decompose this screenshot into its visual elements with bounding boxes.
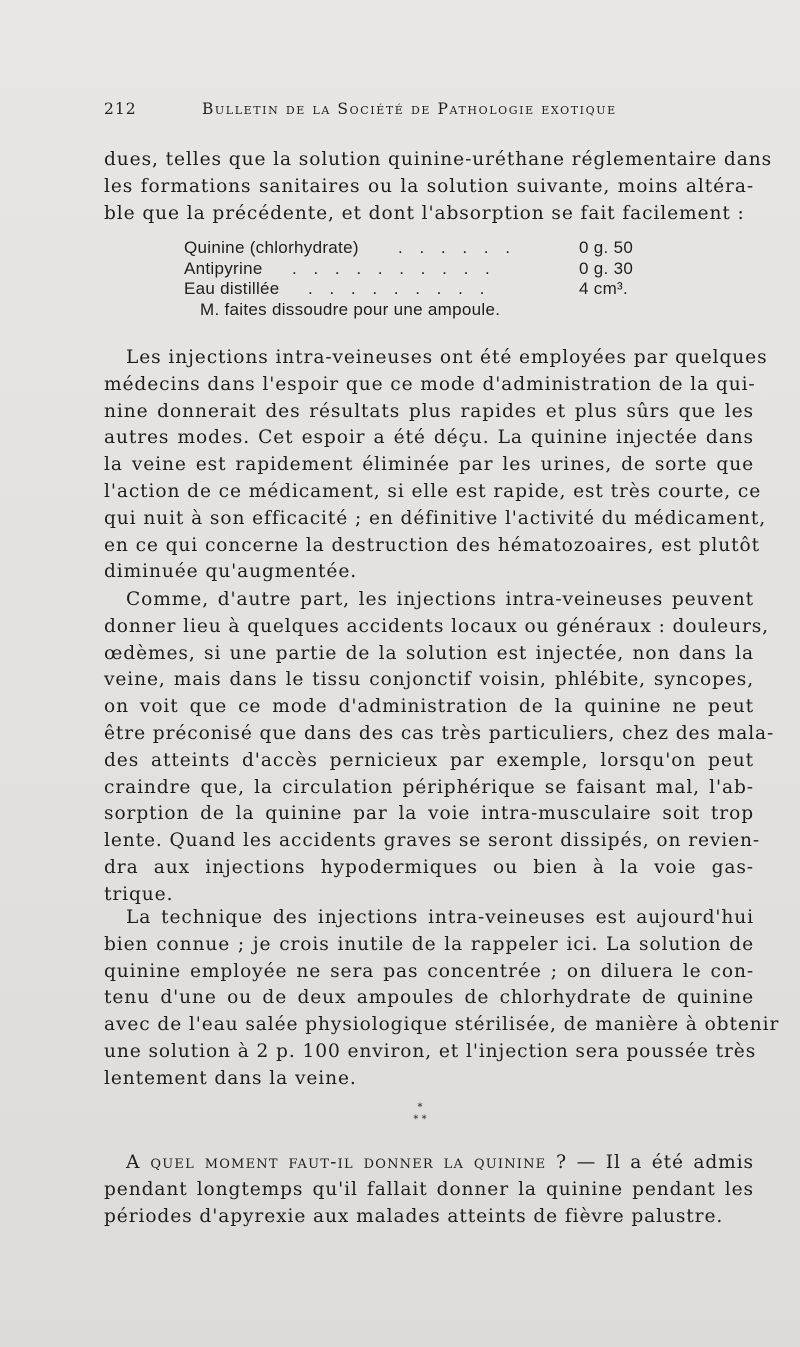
ingredient-name: Quinine (chlorhydrate) [184, 238, 359, 257]
text-line: on voit que ce mode d'administration de la quinine ne peut [104, 696, 754, 718]
ingredient-name: Eau distillée [184, 279, 280, 298]
text-line: pendant longtemps qu'il fallait donner la quinine pendant les [104, 1178, 754, 1200]
ingredient-quantity: 4 cm³. [579, 279, 629, 298]
formula-row [184, 279, 654, 300]
text-line: médecins dans l'espoir que ce mode d'administration de la qui- [104, 373, 756, 395]
text-line: la veine est rapidement éliminée par les urines, de sorte que [104, 454, 754, 476]
formula-note-row [184, 300, 654, 321]
text-line: ble que la précédente, et dont l'absorption se fait facilement : [104, 202, 745, 224]
text-line: des atteints d'accès pernicieux par exemple, lorsqu'on peut [104, 749, 754, 771]
text-line: qui nuit à son efficacité ; en définitive l'activité du médicament, [104, 507, 767, 529]
leader-dots: . . . . . . . . . [308, 279, 491, 298]
text-line: sorption de la quinine par la voie intra-musculaire soit trop [104, 803, 754, 825]
section-heading: A quel moment faut-il donner la quinine ? [126, 1152, 568, 1173]
leader-dots: . . . . . . [398, 238, 516, 257]
leader-dots: . . . . . . . . . . [292, 258, 496, 278]
heading-continuation: — Il a été admis [567, 1152, 754, 1173]
paragraph-2 [104, 345, 768, 586]
text-line: périodes d'apyrexie aux malades atteints de fièvre palustre. [104, 1205, 724, 1227]
paragraph-5 [104, 1150, 754, 1230]
text-line: tenu d'une ou de deux ampoules de chlorhydrate de quinine [104, 987, 754, 1009]
text-line: trique. [104, 883, 174, 905]
text-line: une solution à 2 p. 100 environ, et l'injection sera poussée très [104, 1040, 757, 1062]
text-line: Comme, d'autre part, les injections intra-veineuses peuvent [126, 589, 754, 610]
asterism-top: * [417, 1102, 423, 1113]
text-line: diminuée qu'augmentée. [104, 561, 358, 583]
formula-row [184, 259, 654, 280]
text-line: nine donnerait des résultats plus rapides et plus sûrs que les [104, 400, 754, 422]
page-number: 212 [104, 100, 137, 118]
paragraph-3 [104, 587, 775, 909]
text-line: en ce qui concerne la destruction des hématozoaires, est plutôt [104, 534, 760, 556]
text-line: veine, mais dans le tissu conjonctif voisin, phlébite, syncopes, [104, 669, 754, 691]
running-header [104, 100, 694, 118]
text-line: quinine employée ne sera pas concentrée ; on diluera le con- [104, 960, 754, 982]
text-line: œdèmes, si une partie de la solution est injectée, non dans la [104, 642, 754, 664]
formula-note: M. faites dissoudre pour une ampoule. [200, 299, 501, 319]
ingredient-name: Antipyrine [184, 258, 263, 278]
text-line: l'action de ce médicament, si elle est rapide, est très courte, ce [104, 480, 762, 502]
text-line: La technique des injections intra-veineuses est aujourd'hui [126, 907, 754, 928]
paragraph-1 [104, 147, 773, 227]
formula-row [184, 238, 654, 259]
text-line: lentement dans la veine. [104, 1067, 357, 1089]
text-line: autres modes. Cet espoir a été déçu. La quinine injectée dans [104, 427, 754, 449]
running-title: Bulletin de la Société de Pathologie exotique [201, 100, 617, 118]
text-line: dues, telles que la solution quinine-uréthane réglementaire dans [104, 149, 773, 170]
text-line: lente. Quand les accidents graves se seront dissipés, on revien- [104, 830, 761, 852]
text-line [104, 1150, 754, 1177]
prescription-formula [184, 238, 654, 320]
text-line: les formations sanitaires ou la solution suivante, moins altéra- [104, 175, 754, 197]
text-line: être préconisé que dans des cas très particuliers, chez des mala- [104, 722, 775, 744]
ingredient-quantity: 0 g. 30 [579, 258, 634, 278]
ingredient-quantity: 0 g. 50 [579, 238, 634, 257]
section-separator [400, 1102, 440, 1136]
text-line: avec de l'eau salée physiologique stérilisée, de manière à obtenir [104, 1014, 780, 1036]
text-line: dra aux injections hypodermiques ou bien à la voie gas- [104, 856, 754, 878]
text-line: bien connue ; je crois inutile de la rappeler ici. La solution de [104, 933, 754, 955]
paragraph-4 [104, 905, 780, 1093]
text-line: donner lieu à quelques accidents locaux ou généraux : douleurs, [104, 615, 769, 637]
text-line: craindre que, la circulation périphérique se faisant mal, l'ab- [104, 776, 754, 798]
asterism-bottom: * * [413, 1114, 427, 1125]
text-line: Les injections intra-veineuses ont été employées par quelques [126, 347, 768, 368]
